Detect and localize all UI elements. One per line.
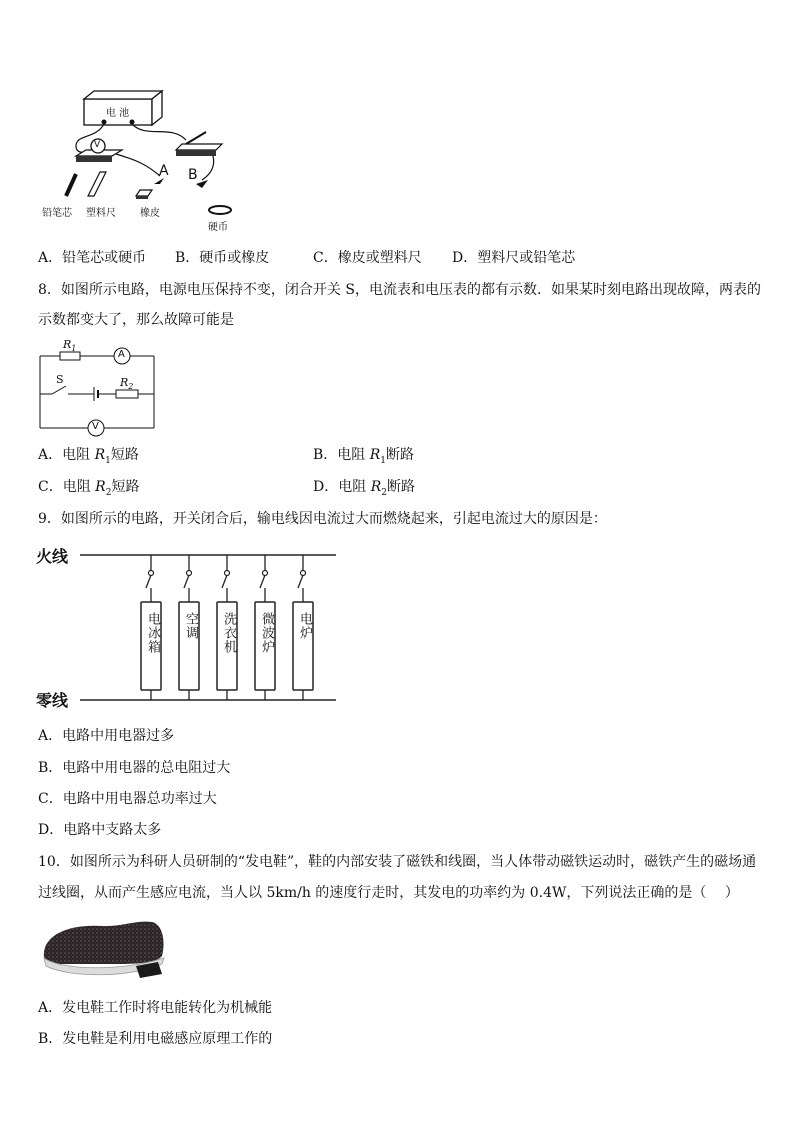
- q8-option-d-pre: D．电阻: [313, 479, 371, 495]
- q8-option-a: [38, 446, 139, 470]
- q9-option-b: B．电路中用电器的总电阻过大: [38, 760, 231, 776]
- q9-live-wire-label: 火线: [36, 547, 69, 566]
- q8-option-c-post: 短路: [111, 479, 140, 495]
- q7-option-c: C．橡皮或塑料尺: [313, 250, 422, 266]
- q8-stem-line1: 8．如图所示电路，电源电压保持不变，闭合开关 S，电流表和电压表的都有示数．如果某时刻电路出现故障，两表的: [38, 282, 761, 298]
- q8-r2-label: [120, 376, 133, 391]
- q8-ammeter-label: A: [118, 349, 125, 360]
- q9-option-d: D．电路中支路太多: [38, 822, 162, 838]
- q7-pencil-label: 铅笔芯: [42, 208, 72, 219]
- q7-eraser-label: 橡皮: [140, 208, 160, 219]
- q7-point-a: A: [159, 163, 169, 179]
- q7-option-a: A．铅笔芯或硬币: [38, 250, 147, 266]
- q8-option-d-sub: 2: [381, 487, 387, 498]
- q8-stem-line2: 示数都变大了，那么故障可能是: [38, 312, 234, 328]
- q8-option-c: [38, 478, 139, 502]
- q7-circuit-figure: [36, 84, 246, 234]
- q8-option-d-post: 断路: [386, 479, 415, 495]
- q8-option-c-r: R: [95, 479, 106, 495]
- q8-option-c-sub: 2: [105, 487, 112, 498]
- q9-circuit-figure: [36, 540, 346, 712]
- q7-option-b: B．硬币或橡皮: [175, 250, 270, 266]
- q8-option-b-sub: 1: [380, 455, 387, 466]
- q9-appliance-label: 电冰箱: [145, 612, 160, 654]
- q8-option-a-post: 短路: [110, 447, 139, 463]
- q10-stem-line1: 10．如图所示为科研人员研制的“发电鞋”，鞋的内部安装了磁铁和线圈，当人体带动磁铁运动时，磁铁产生的磁场通: [38, 854, 757, 870]
- q7-option-d: D．塑料尺或铅笔芯: [452, 250, 576, 266]
- q7-battery-label: 电 池: [106, 108, 130, 119]
- q8-option-d: [313, 478, 415, 502]
- q9-stem: 9．如图所示的电路，开关闭合后，输电线因电流过大而燃烧起来，引起电流过大的原因是：: [38, 511, 607, 527]
- q8-r1-label: [63, 338, 76, 353]
- q8-r2-sub: 2: [128, 382, 134, 392]
- q9-option-c: C．电路中用电器总功率过大: [38, 791, 217, 807]
- q9-appliance-label: 洗衣机: [221, 612, 236, 654]
- q8-r1-letter: R: [63, 338, 72, 351]
- q10-option-a: A．发电鞋工作时将电能转化为机械能: [38, 1000, 273, 1016]
- q8-switch-label: S: [56, 373, 64, 386]
- q8-option-c-pre: C．电阻: [38, 479, 96, 495]
- q8-voltmeter-label: V: [92, 421, 99, 432]
- q9-appliance-label: 电炉: [297, 612, 312, 640]
- q9-appliance-label: 微波炉: [259, 612, 274, 654]
- q10-option-b: B．发电鞋是利用电磁感应原理工作的: [38, 1031, 273, 1047]
- q7-voltmeter-label: V: [94, 140, 101, 150]
- q10-stem-line2: 过线圈，从而产生感应电流，当人以 5km/h 的速度行走时，其发电的功率约为 0.4W，下列说法正确的是（ ）: [38, 885, 739, 901]
- q8-circuit-figure: [36, 340, 158, 440]
- q8-option-b-post: 断路: [386, 447, 415, 463]
- q8-option-b: [313, 446, 414, 470]
- q8-option-b-r: R: [369, 447, 381, 463]
- q8-option-d-r: R: [370, 479, 382, 495]
- q8-option-b-pre: B．电阻: [313, 447, 370, 463]
- shoe-icon: [40, 912, 170, 984]
- q9-neutral-wire-label: 零线: [36, 691, 69, 710]
- q8-option-a-pre: A．电阻: [38, 447, 95, 463]
- q8-r2-letter: R: [120, 376, 129, 389]
- q8-option-a-sub: 1: [105, 455, 111, 466]
- q7-point-b: B: [188, 167, 198, 183]
- q9-option-a: A．电路中用电器过多: [38, 728, 175, 744]
- q7-ruler-label: 塑料尺: [86, 208, 116, 219]
- q8-option-a-r: R: [94, 447, 106, 463]
- q8-r1-sub: 1: [71, 344, 77, 354]
- q10-shoe-figure: [40, 912, 170, 984]
- q7-coin-label: 硬币: [208, 222, 228, 233]
- q9-appliance-label: 空调: [183, 612, 198, 640]
